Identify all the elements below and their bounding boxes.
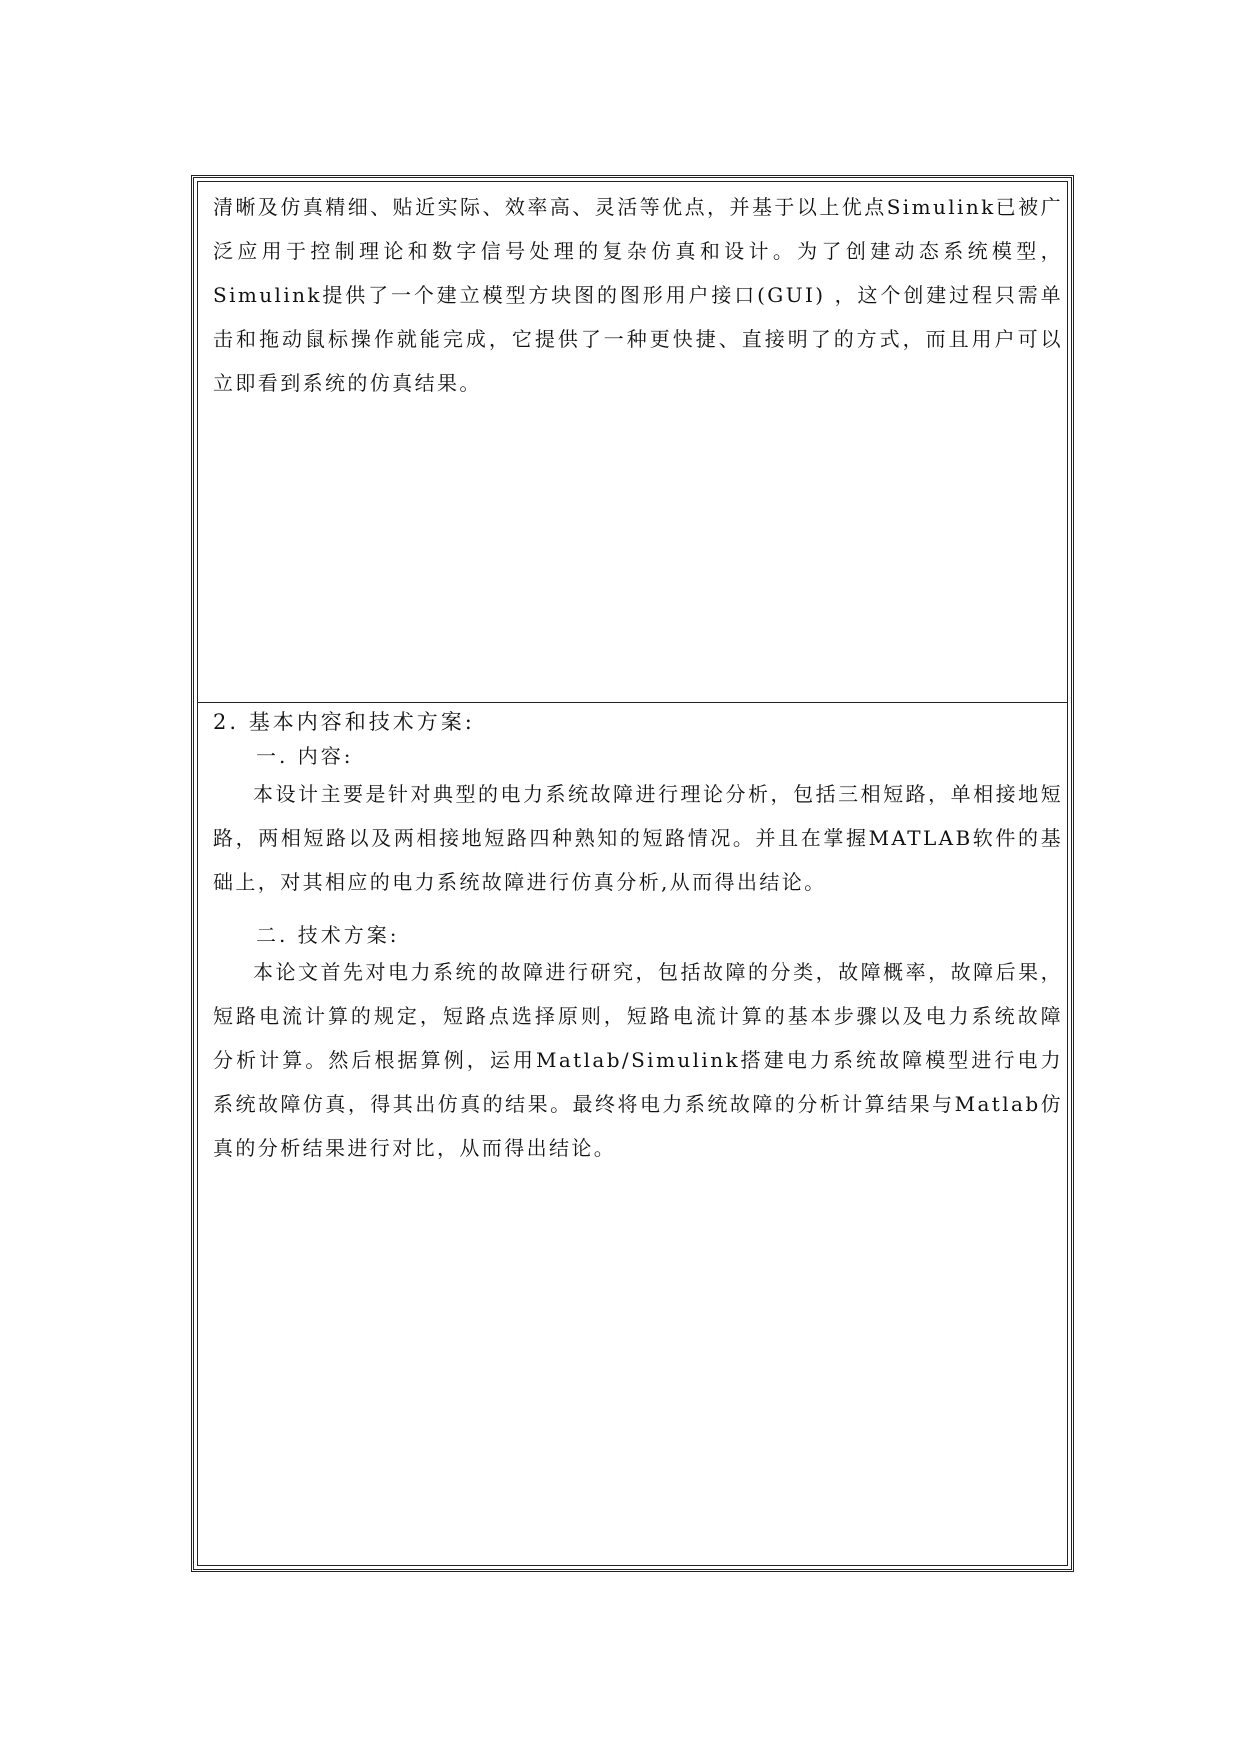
form-table-frame [191, 175, 1074, 1572]
technical-plan-paragraph: 本论文首先对电力系统的故障进行研究，包括故障的分类，故障概率，故障后果，短路电流计算的规定，短路点选择原则，短路电流计算的基本步骤以及电力系统故障分析计算。然后根据算例，运用Matlab/Simulink搭建电力系统故障模型进行电力系统故障仿真，得其出仿真的结果。最终将电力系统故障的分析计算结果与Matlab仿真的分析结果进行对比，从而得出结论。 [213, 960, 1063, 1160]
form-table-inner-border [197, 181, 1068, 1566]
section-heading: 2. 基本内容和技术方案: [213, 710, 475, 734]
technical-plan-subheading: 二. 技术方案: [256, 923, 400, 947]
simulink-intro-paragraph: 清晰及仿真精细、贴近实际、效率高、灵活等优点，并基于以上优点Simulink已被广泛应用于控制理论和数字信号处理的复杂仿真和设计。为了创建动态系统模型，Simulink提供了一个建立模型方块图的图形用户接口(GUI) ，这个创建过程只需单击和拖动鼠标操作就能完成，它提供了一种更快捷、直接明了的方式，而且用户可以立即看到系统的仿真结果。 [213, 195, 1063, 395]
content-subheading: 一. 内容: [256, 744, 354, 768]
content-paragraph: 本设计主要是针对典型的电力系统故障进行理论分析，包括三相短路，单相接地短路，两相短路以及两相接地短路四种熟知的短路情况。并且在掌握MATLAB软件的基础上，对其相应的电力系统故障进行仿真分析,从而得出结论。 [213, 782, 1063, 894]
